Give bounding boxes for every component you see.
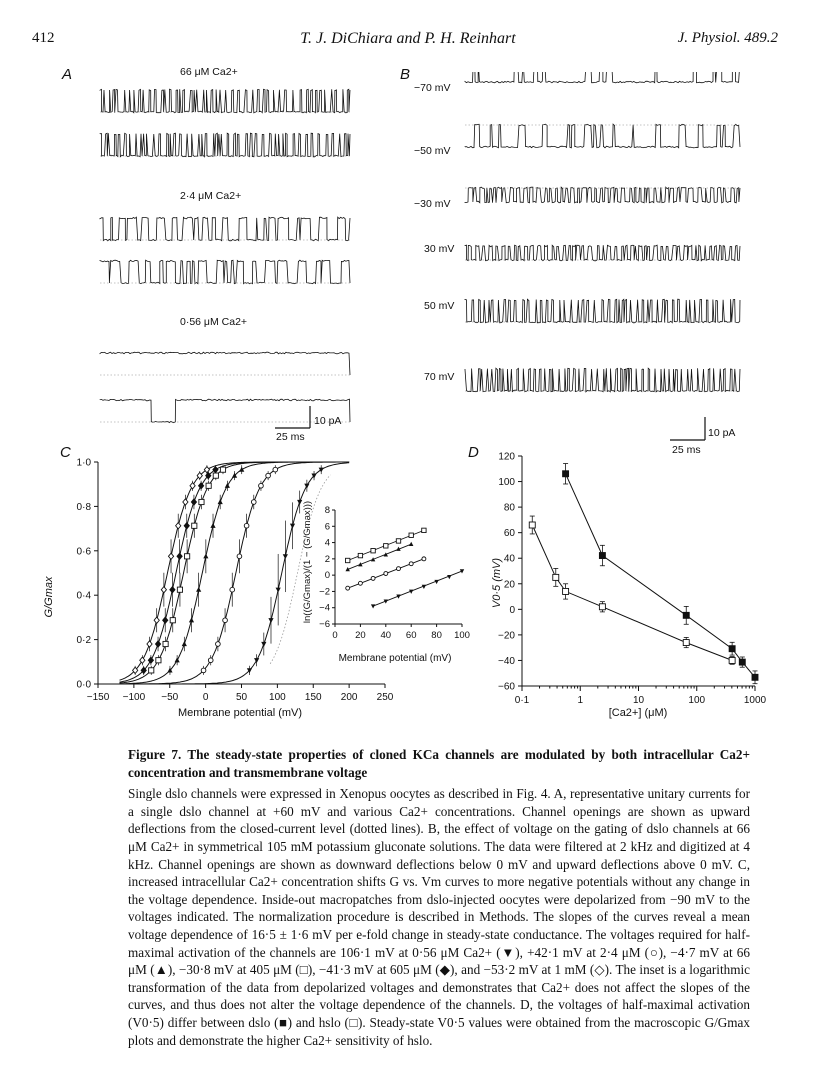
panel-c-x-tick-label: 200 <box>340 692 358 703</box>
caption-title: Figure 7. The steady-state properties of cloned KCa channels are modulated by both intracellular Ca2+ concentration and transmembrane voltage <box>128 747 750 780</box>
panel-c-point <box>168 553 173 559</box>
page-number: 412 <box>32 30 55 46</box>
inset-y-tick-label: 8 <box>324 505 330 516</box>
panel-c-point <box>185 554 190 559</box>
trace-a6 <box>100 399 350 423</box>
panel-c-point <box>237 554 242 559</box>
panel-c-point <box>175 657 180 662</box>
inset-point <box>396 539 400 543</box>
panel-a-condition-2: 2·4 μM Ca2+ <box>180 190 242 202</box>
panel-c-point <box>154 617 159 623</box>
panel-a-scale-current: 10 pA <box>314 415 342 427</box>
trace-b1 <box>465 72 740 83</box>
panel-c-point <box>156 658 161 663</box>
panel-d-xlabel: [Ca2+] (μM) <box>608 707 668 719</box>
panel-c-y-tick-label: 0·4 <box>76 590 91 602</box>
panel-b-voltage-4: 30 mV <box>424 243 455 255</box>
panel-a-traces <box>90 78 380 448</box>
panel-c-y-tick-label: 0·0 <box>76 679 91 691</box>
inset-y-tick-label: −6 <box>319 619 330 630</box>
panel-c-point <box>273 467 278 472</box>
panel-c-point <box>276 588 281 593</box>
inset-x-tick-label: 80 <box>431 630 442 641</box>
panel-b-voltage-5: 50 mV <box>424 300 455 312</box>
panel-d-point <box>739 659 745 665</box>
panel-c-point <box>266 473 271 478</box>
panel-c-point <box>239 467 244 472</box>
inset-point <box>358 581 362 585</box>
panel-c-point <box>201 668 206 673</box>
panel-d-point <box>529 522 535 528</box>
panel-d-series-line <box>566 474 755 678</box>
panel-d-y-tick-label: −40 <box>498 655 515 667</box>
inset-x-tick-label: 40 <box>380 630 392 641</box>
panel-a-condition-1: 66 μM Ca2+ <box>180 66 238 78</box>
panel-c-point <box>161 587 166 593</box>
panel-c-point <box>199 499 204 504</box>
panel-c-point <box>204 467 209 473</box>
panel-c-point <box>149 668 154 673</box>
panel-d-ylabel: V0·5 (mV) <box>491 557 503 609</box>
panel-d-x-tick-label: 100 <box>688 695 706 706</box>
inset-x-tick-label: 0 <box>332 630 338 641</box>
panel-c-point <box>220 467 225 472</box>
panel-c-xlabel: Membrane potential (mV) <box>177 707 303 719</box>
panel-d-x-tick-label: 1000 <box>743 695 767 706</box>
panel-d-x-tick-label: 0·1 <box>514 695 530 706</box>
panel-c-point <box>208 658 213 663</box>
trace-b4 <box>465 245 740 261</box>
panel-c-y-tick-label: 0·8 <box>76 501 91 513</box>
trace-b6 <box>465 368 740 392</box>
inset-point <box>371 576 375 580</box>
panel-c-point <box>230 587 235 592</box>
panel-b-traces <box>460 72 760 457</box>
panel-d-chart <box>470 448 770 738</box>
panel-c-inset-ylabel: ln((G/Gmax)/(1 − (G/Gmax))) <box>302 500 313 624</box>
inset-point <box>422 557 426 561</box>
panel-d-point <box>599 553 605 559</box>
inset-point <box>346 586 350 590</box>
panel-d-point <box>683 640 689 646</box>
panel-c-point <box>182 641 187 646</box>
panel-d-y-tick-label: 20 <box>503 579 515 591</box>
panel-c-point <box>304 484 309 489</box>
panel-c-x-tick-label: 0 <box>202 692 209 703</box>
panel-c-point <box>177 553 182 559</box>
panel-c-y-tick-label: 0·2 <box>76 635 91 647</box>
panel-c-point <box>183 499 188 505</box>
panel-c-point <box>177 587 182 592</box>
trace-b2 <box>465 124 740 148</box>
panel-c-point <box>184 523 189 529</box>
inset-y-tick-label: −2 <box>319 586 330 598</box>
trace-a1 <box>100 89 350 113</box>
panel-c-x-tick-label: −50 <box>161 692 179 703</box>
panel-c-label: C <box>60 444 71 461</box>
panel-c-point <box>176 523 181 529</box>
trace-a4 <box>100 260 350 284</box>
panel-b-label: B <box>400 66 411 83</box>
panel-c-point <box>223 618 228 623</box>
inset-y-tick-label: 6 <box>324 521 330 533</box>
inset-x-tick-label: 20 <box>355 630 366 641</box>
panel-c-point <box>319 468 324 473</box>
panel-d-point <box>599 604 605 610</box>
inset-point <box>346 558 350 562</box>
journal-ref: J. Physiol. 489.2 <box>677 30 778 46</box>
inset-y-tick-label: 2 <box>324 553 330 565</box>
panel-d-y-tick-label: 0 <box>509 604 515 616</box>
panel-d-y-tick-label: 60 <box>503 528 515 540</box>
panel-c-point <box>261 642 266 647</box>
trace-a5 <box>100 352 350 375</box>
panel-c-point <box>290 524 295 529</box>
panel-c-point <box>170 618 175 623</box>
inset-point <box>409 533 413 537</box>
panel-d-point <box>553 574 559 580</box>
panel-d-label: D <box>468 444 479 461</box>
panel-b-scale-current: 10 pA <box>708 427 736 439</box>
panel-d-y-tick-label: 120 <box>498 451 515 463</box>
inset-point <box>422 528 426 532</box>
inset-point <box>371 557 375 561</box>
panel-a-scale-time: 25 ms <box>276 431 305 443</box>
trace-b3 <box>465 187 740 203</box>
inset-point <box>371 549 375 553</box>
panel-c-y-tick-label: 0·6 <box>76 546 91 558</box>
panel-b-scale-time: 25 ms <box>672 444 701 456</box>
inset-point <box>371 604 375 608</box>
inset-point <box>384 544 388 548</box>
panel-b-voltage-3: −30 mV <box>414 198 451 210</box>
panel-c-point <box>206 483 211 488</box>
inset-x-tick-label: 100 <box>454 630 470 641</box>
panel-d-y-tick-label: −20 <box>498 630 515 642</box>
panel-d-point <box>683 612 689 618</box>
trace-a3 <box>100 217 350 241</box>
inset-point <box>384 572 388 576</box>
panel-c-point <box>251 500 256 505</box>
running-title: T. J. DiChiara and P. H. Reinhart <box>300 30 516 47</box>
panel-c-point <box>191 499 196 505</box>
panel-d-point <box>729 657 735 663</box>
panel-c-ylabel: G/Gmax <box>43 576 55 618</box>
panel-c-point <box>170 587 175 593</box>
panel-c-point <box>196 587 201 592</box>
panel-c-point <box>203 553 208 558</box>
panel-c-point <box>163 617 168 623</box>
panel-c-y-tick-label: 1·0 <box>76 457 91 469</box>
trace-a2 <box>100 133 350 157</box>
panel-c-x-tick-label: 50 <box>235 692 248 703</box>
panel-d-point <box>752 674 758 680</box>
panel-b-voltage-1: −70 mV <box>414 82 451 94</box>
panel-c-point <box>213 473 218 478</box>
panel-d-point <box>563 588 569 594</box>
inset-point <box>409 562 413 566</box>
panel-c-point <box>147 641 152 647</box>
panel-d-x-tick-label: 1 <box>577 695 584 706</box>
inset-point <box>397 567 401 571</box>
panel-c-point <box>259 483 264 488</box>
panel-c-point <box>268 618 273 623</box>
panel-c-point <box>218 499 223 504</box>
panel-d-point <box>563 471 569 477</box>
panel-c-x-tick-label: −100 <box>122 692 146 703</box>
panel-d-y-tick-label: 80 <box>503 502 515 514</box>
panel-c-x-tick-label: 250 <box>376 692 394 703</box>
inset-y-tick-label: 4 <box>324 537 330 549</box>
inset-y-tick-label: −4 <box>319 602 330 614</box>
panel-d-y-tick-label: −60 <box>498 681 515 693</box>
inset-y-tick-label: 0 <box>324 570 330 582</box>
panel-c-point <box>163 641 168 646</box>
panel-c-x-tick-label: −150 <box>86 692 110 703</box>
panel-d-y-tick-label: 40 <box>503 553 515 565</box>
inset-point <box>409 542 413 546</box>
panel-c-inset-xlabel: Membrane potential (mV) <box>338 653 452 664</box>
caption-body: Single dslo channels were expressed in Xenopus oocytes as described in Fig. 4. A, representative unitary currents for a single dslo channel at +60 mV and various Ca2+ concentrations. Channel openings are shown as upward deflections from the closed-current level (dotted lines). B, the effect of voltage on the gating of dslo channels at 66 μM Ca2+ in symmetrical 105 mM potassium gluconate solutions. The data were filtered at 2 kHz and digitized at 4 kHz. Channel openings are shown as downward deflections below 0 mV and upward deflections above 0 mV. C, increased intracellular Ca2+ concentration shifts G vs. Vm curves to more negative potentials without any change in the voltage dependence. Inside-out macropatches from dslo-injected oocytes were depolarized from −90 mV to the voltages indicated. The normalization procedure is described in Methods. The slopes of the curves reveal a mean voltage dependence of 16·5 ± 1·6 mV per e-fold change in steady-state conductance. The voltages required for half-maximal activation of the channels are 106·1 mV at 0·56 μM Ca2+ (▼), +42·1 mV at 2·4 μM (○), −4·7 mV at 66 μM (▲), −30·8 mV at 405 μM (□), −41·3 mV at 605 μM (◆), and −53·2 mV at 1 mM (◇). The inset is a logarithmic transformation of the data from depolarized voltages and demonstrates that Ca2+ does not affect the slopes of the curves, and thus does not alter the voltage dependence of the channels. D, the voltages of half-maximal activation (V0·5) differ between dslo (■) and hslo (□). Steady-state V0·5 values were obtained from the macroscopic G/Gmax plots and demonstrate the higher Ca2+ sensitivity of hslo. <box>128 786 750 1048</box>
panel-c-point <box>192 523 197 528</box>
panel-c-point <box>155 641 160 647</box>
panel-c-point <box>216 642 221 647</box>
panel-d-y-tick-label: 100 <box>498 477 515 489</box>
panel-b-voltage-6: 70 mV <box>424 371 455 383</box>
panel-c-point <box>213 467 218 473</box>
panel-c-x-tick-label: 100 <box>269 692 286 703</box>
panel-c-point <box>244 523 249 528</box>
panel-c-inset <box>300 492 480 672</box>
panel-c-x-tick-label: 150 <box>304 692 322 703</box>
panel-c-point <box>210 523 215 528</box>
panel-d-point <box>729 646 735 652</box>
inset-x-tick-label: 60 <box>405 630 417 641</box>
figure-caption <box>128 746 750 1049</box>
panel-a-label: A <box>62 66 73 83</box>
trace-b5 <box>465 299 740 323</box>
panel-a-condition-3: 0·56 μM Ca2+ <box>180 316 248 328</box>
panel-c-point <box>189 617 194 622</box>
panel-c-point <box>283 554 288 559</box>
panel-d-x-tick-label: 10 <box>632 695 645 706</box>
inset-point <box>358 553 362 557</box>
panel-b-voltage-2: −50 mV <box>414 145 451 157</box>
